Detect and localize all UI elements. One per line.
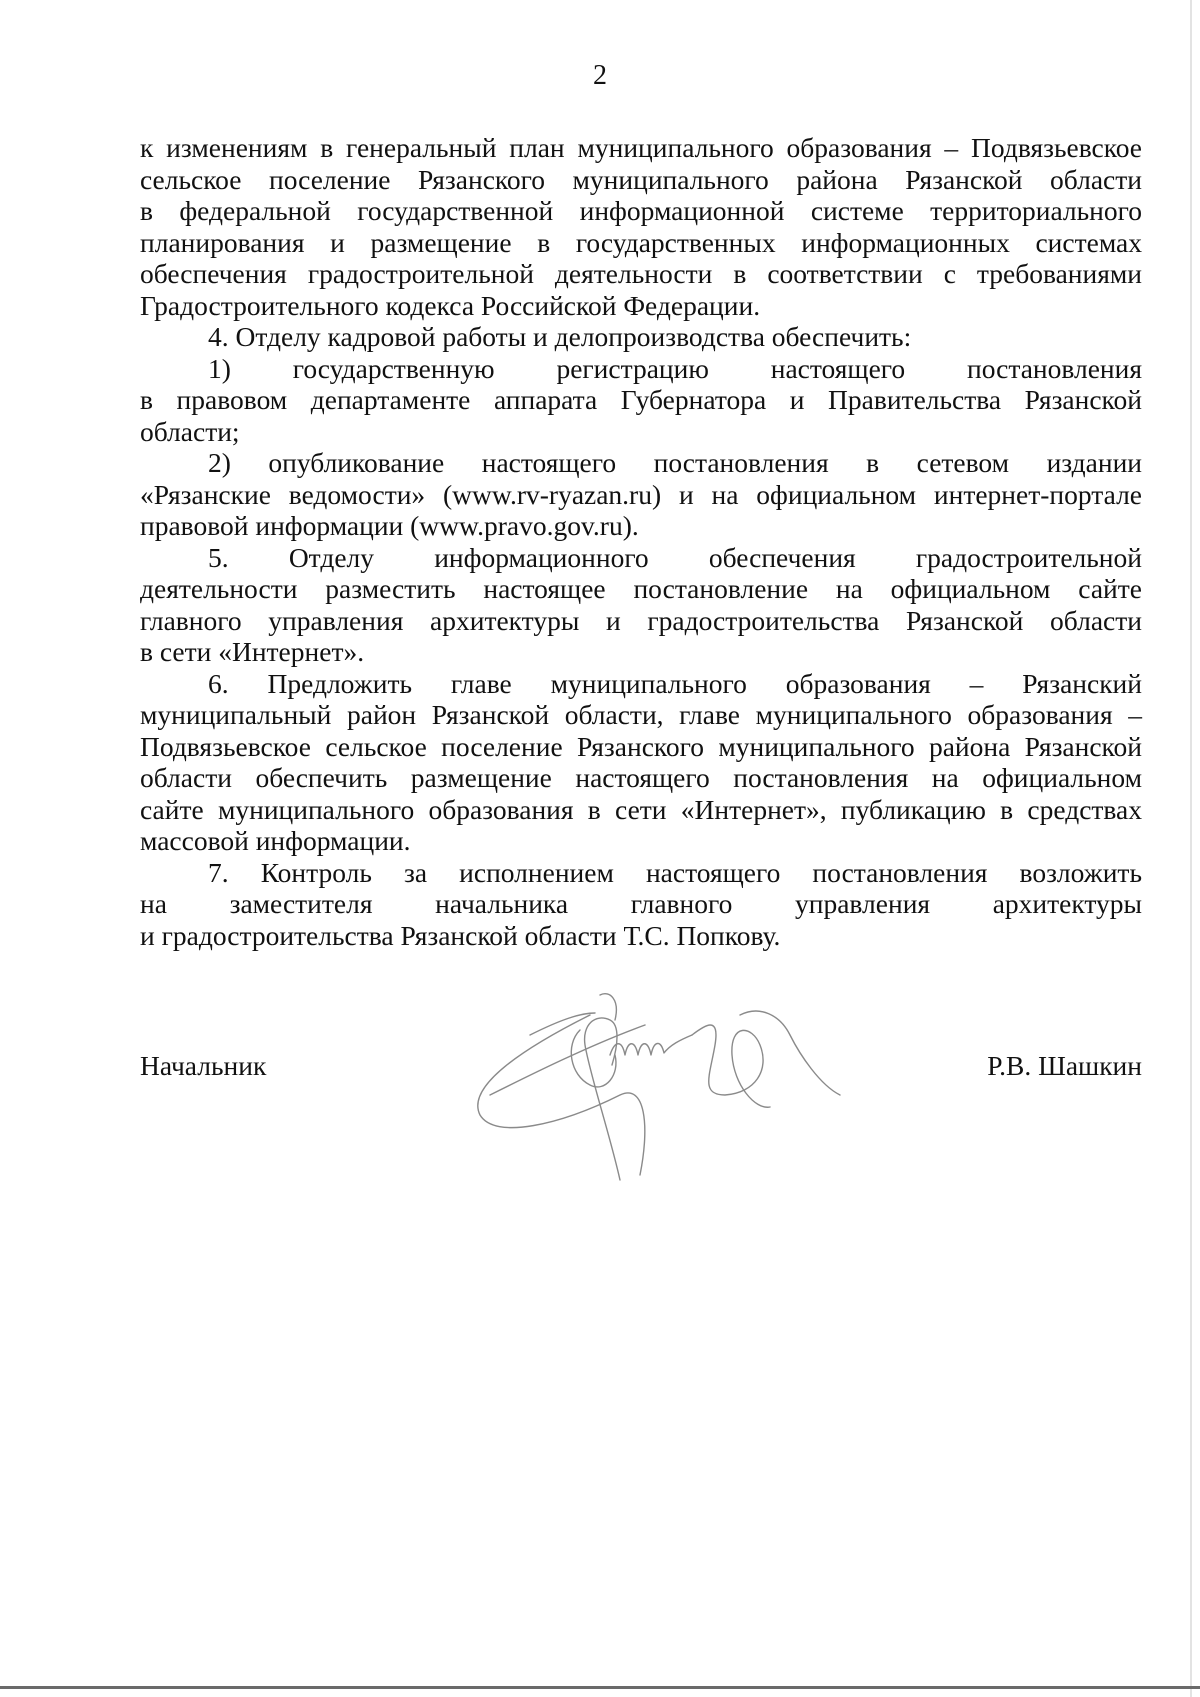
text-line: 4. Отделу кадровой работы и делопроизводства обеспечить: (208, 321, 912, 352)
signatory-title: Начальник (140, 1050, 267, 1081)
text-line: обеспечения градостроительной деятельности в соответствии с требованиями (140, 258, 1142, 289)
text-line: Подвязьевское сельское поселение Рязанского муниципального района Рязанской (140, 730, 1142, 762)
text-line: 5. Отделу информационного обеспечения градостроительной (208, 541, 1142, 573)
text-line: в сети «Интернет». (140, 636, 365, 667)
text-line: сайте муниципального образования в сети «Интернет», публикацию в средствах (140, 793, 1142, 825)
text-line: области; (140, 415, 240, 447)
text-line: на заместителя начальника главного управления архитектуры (140, 888, 1142, 919)
page-edge-shadow (1190, 0, 1192, 1697)
text-line: к изменениям в генеральный план муниципального образования – Подвязьевское (140, 132, 1142, 163)
paragraph-item-7 (140, 857, 1142, 952)
text-line: в правовом департаменте аппарата Губернатора и Правительства Рязанской (140, 384, 1142, 415)
text-line: планирования и размещение в государственных информационных системах (140, 226, 1142, 258)
text-line: области обеспечить размещение настоящего постановления на официальном (140, 762, 1142, 793)
paragraph-continuation (140, 132, 1142, 321)
bottom-scan-edge (0, 1686, 1200, 1689)
text-line: сельское поселение Рязанского муниципального района Рязанской области (140, 163, 1142, 195)
paragraph-item-4 (140, 321, 1142, 353)
text-line: муниципальный район Рязанской области, главе муниципального образования – (140, 699, 1142, 730)
text-line: главного управления архитектуры и градостроительства Рязанской области (140, 604, 1142, 636)
text-line: 6. Предложить главе муниципального образования – Рязанский (208, 667, 1142, 699)
text-line: в федеральной государственной информационной системе территориального (140, 195, 1142, 226)
text-line: Градостроительного кодекса Российской Федерации. (140, 289, 761, 321)
text-line: массовой информации. (140, 825, 411, 856)
text-line: «Рязанские ведомости» (www.rv-ryazan.ru) и на официальном интернет-портале (140, 478, 1142, 510)
paragraph-subitem-2 (140, 447, 1142, 542)
text-line: правовой информации (www.pravo.gov.ru). (140, 510, 639, 541)
text-line: деятельности разместить настоящее постановление на официальном сайте (140, 573, 1142, 604)
paragraph-subitem-1 (140, 353, 1142, 448)
paragraph-item-6 (140, 668, 1142, 857)
document-body (140, 132, 1142, 951)
signatory-name: Р.В. Шашкин (987, 1050, 1142, 1081)
text-line: 2) опубликование настоящего постановления в сетевом издании (208, 447, 1142, 478)
paragraph-item-5 (140, 542, 1142, 668)
page-number: 2 (593, 60, 607, 91)
handwritten-signature (470, 975, 910, 1185)
text-line: 7. Контроль за исполнением настоящего постановления возложить (208, 856, 1142, 888)
text-line: и градостроительства Рязанской области Т.С. Попкову. (140, 919, 781, 951)
text-line: 1) государственную регистрацию настоящего постановления (208, 352, 1142, 384)
